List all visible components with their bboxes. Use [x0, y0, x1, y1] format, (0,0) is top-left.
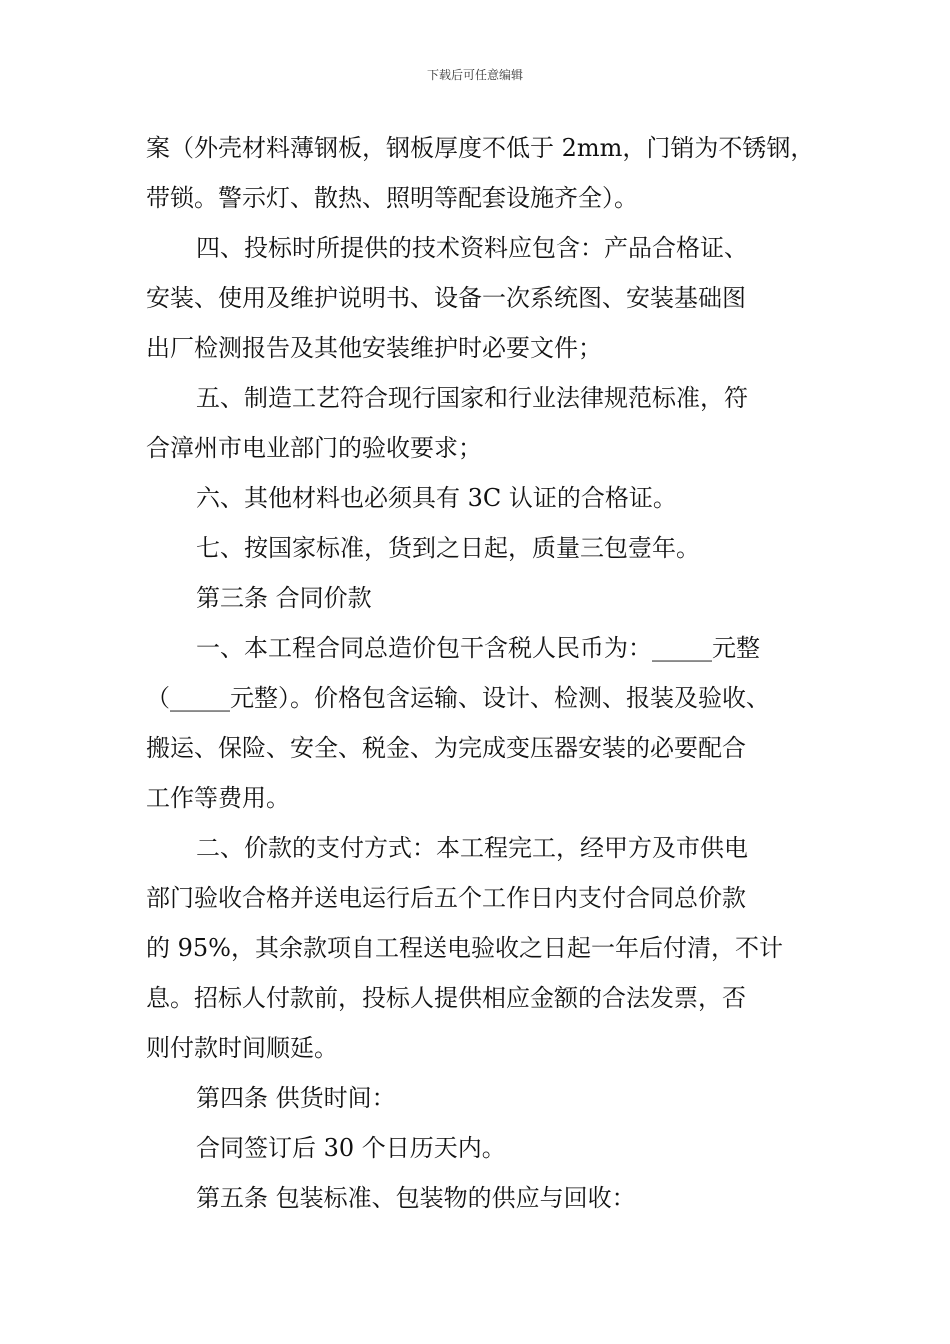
text-line: 案（外壳材料薄钢板，钢板厚度不低于 2mm，门销为不锈钢，	[146, 134, 815, 162]
text-line: 带锁。警示灯、散热、照明等配套设施齐全）。	[146, 184, 638, 212]
section-heading: 第三条 合同价款	[196, 584, 372, 612]
text-line: 七、按国家标准，货到之日起，质量三包壹年。	[196, 534, 700, 562]
text-line: 六、其他材料也必须具有 3C 认证的合格证。	[196, 484, 677, 512]
text-line: 的 95%，其余款项自工程送电验收之日起一年后付清，不计	[146, 934, 783, 962]
text-line: 二、价款的支付方式：本工程完工，经甲方及市供电	[196, 834, 748, 862]
text-line: （_____元整）。价格包含运输、设计、检测、报装及验收、	[146, 684, 770, 712]
text-line: 合漳州市电业部门的验收要求；	[146, 434, 482, 462]
section-heading: 第四条 供货时间：	[196, 1084, 396, 1112]
text-line: 一、本工程合同总造价包干含税人民币为：_____元整	[196, 634, 760, 662]
text-line: 工作等费用。	[146, 784, 290, 812]
text-line: 四、投标时所提供的技术资料应包含：产品合格证、	[196, 234, 748, 262]
text-line: 出厂检测报告及其他安装维护时必要文件；	[146, 334, 602, 362]
text-line: 部门验收合格并送电运行后五个工作日内支付合同总价款	[146, 884, 746, 912]
text-line: 则付款时间顺延。	[146, 1034, 338, 1062]
text-line: 息。招标人付款前，投标人提供相应金额的合法发票，否	[146, 984, 746, 1012]
page-header: 下载后可任意编辑	[426, 68, 523, 82]
section-heading: 第五条 包装标准、包装物的供应与回收：	[196, 1184, 636, 1212]
text-line: 合同签订后 30 个日历天内。	[196, 1134, 506, 1162]
text-line: 搬运、保险、安全、税金、为完成变压器安装的必要配合	[146, 734, 746, 762]
text-line: 安装、使用及维护说明书、设备一次系统图、安装基础图	[146, 284, 746, 312]
text-line: 五、制造工艺符合现行国家和行业法律规范标准，符	[196, 384, 748, 412]
